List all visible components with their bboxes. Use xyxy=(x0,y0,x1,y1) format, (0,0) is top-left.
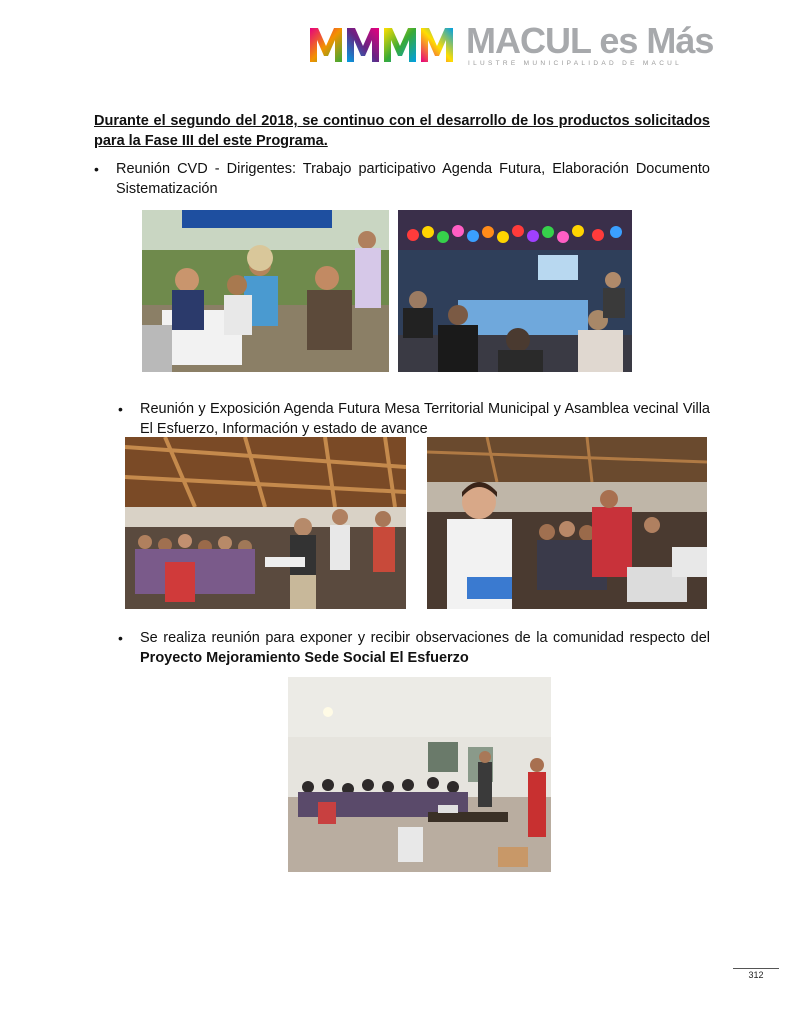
bullet-text: Se realiza reunión para exponer y recibir observaciones de la comunidad respecto del xyxy=(140,630,710,646)
bullet-icon: • xyxy=(118,630,123,646)
photo-sede-social-meeting xyxy=(288,677,551,872)
project-name: Proyecto Mejoramiento Sede Social El Esfuerzo xyxy=(140,650,469,666)
bullet-icon: • xyxy=(94,161,99,177)
logo-wordmark: MACUL es Más xyxy=(466,20,714,61)
bullet-icon: • xyxy=(118,401,123,417)
macul-logo xyxy=(308,20,714,70)
mmmm-logo-icon xyxy=(308,24,458,64)
bullet-item xyxy=(118,628,710,668)
bullet-text: Reunión y Exposición Agenda Futura Mesa Territorial Municipal y Asamblea vecinal Villa El Esfuerzo, Información y estado de avance xyxy=(140,401,710,437)
bullet-item xyxy=(94,159,710,199)
bullet-item xyxy=(118,399,710,439)
photo-assembly-hall xyxy=(125,437,406,609)
bullet-text: Reunión CVD - Dirigentes: Trabajo participativo Agenda Futura, Elaboración Documento Sistematización xyxy=(116,161,710,197)
intro-paragraph: Durante el segundo del 2018, se continuo con el desarrollo de los productos solicitados para la Fase III del este Programa. xyxy=(94,113,710,149)
logo-subtitle: ILUSTRE MUNICIPALIDAD DE MACUL xyxy=(468,60,683,67)
page-number-rule xyxy=(733,968,779,969)
photo-outdoor-meeting xyxy=(142,210,389,372)
photo-woman-presenting xyxy=(427,437,707,609)
page-number: 312 xyxy=(748,970,764,980)
photo-indoor-meeting-balloons xyxy=(398,210,632,372)
